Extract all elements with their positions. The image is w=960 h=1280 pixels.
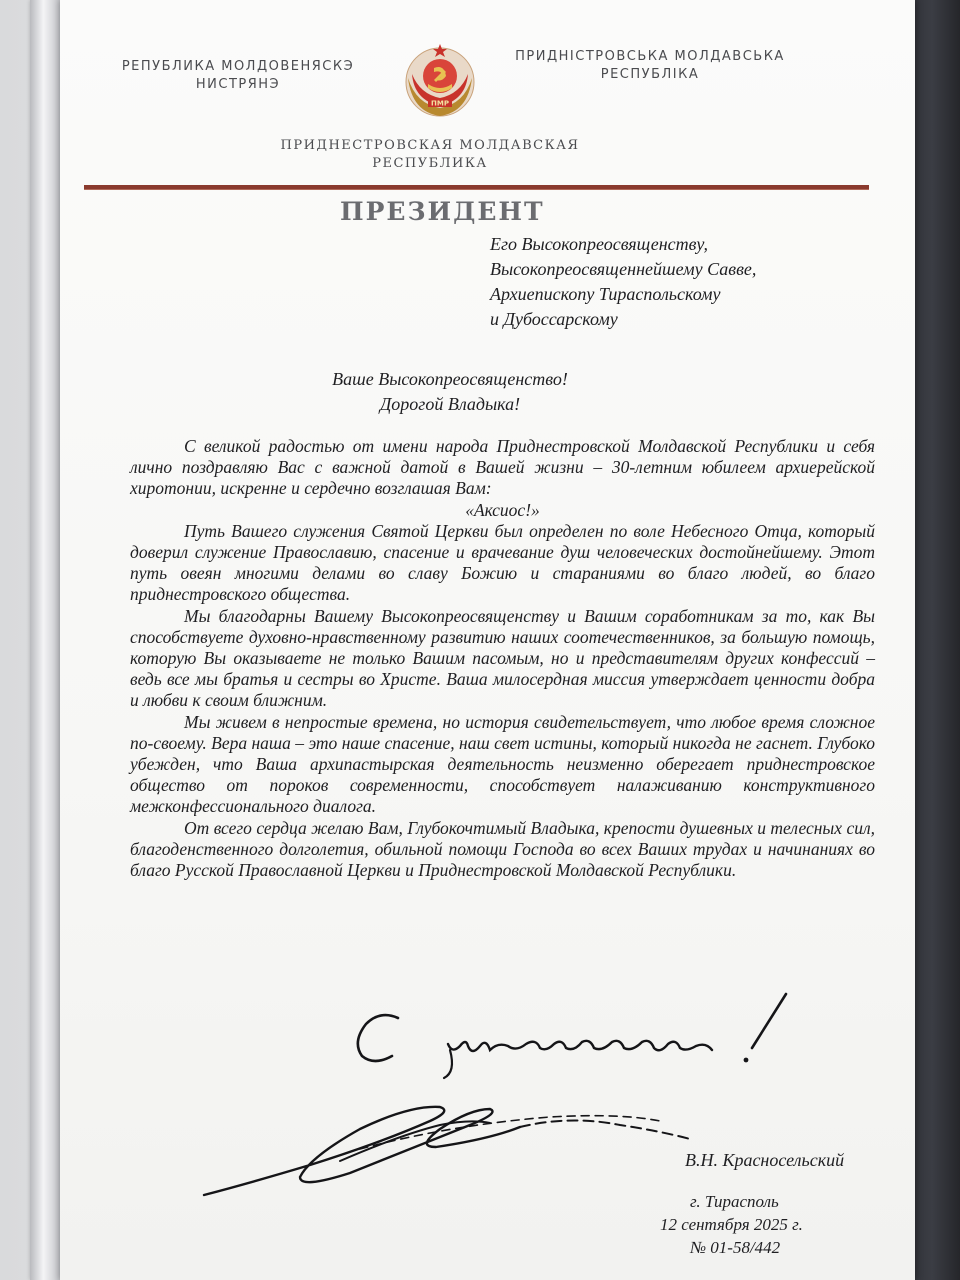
header-ukrainian (515, 48, 785, 84)
body-paragraph: Мы живем в непростые времена, но история свидетельствует, что любое время сложное по-своему. Вера наша – это наше спасение, наш свет истины, который никогда не гаснет. Глубоко убежден, что Ваша архипастырская деятельность неизменно оберегает приднестровское общество от пороков современности, способствует налаживанию конструктивного межконфессионального диалога. (130, 711, 875, 817)
place-date-block (660, 1190, 870, 1259)
header-moldovan (118, 58, 358, 94)
letter-body (130, 436, 875, 881)
header-russian (280, 137, 580, 173)
date-line: 12 сентября 2025 г. (660, 1215, 803, 1234)
header-russian-line1: ПРИДНЕСТРОВСКАЯ МОЛДАВСКАЯ (280, 138, 580, 153)
addressee-line: Архиепископу Тираспольскому (490, 284, 721, 304)
addressee-line: и Дубоссарскому (490, 309, 618, 329)
document-number: № 01-58/442 (690, 1238, 781, 1257)
header-russian-line2: РЕСПУБЛИКА (372, 156, 488, 171)
body-paragraph: От всего сердца желаю Вам, Глубокочтимый Владыка, крепости душевных и телесных сил, благоденственного долголетия, обильной помощи Господа во всех Ваших трудах и начинаниях во благо Русской Православной Церкви и Приднестровской Молдавской Республики. (130, 817, 875, 881)
addressee-line: Высокопреосвященнейшему Савве, (490, 259, 757, 279)
body-paragraph: Мы благодарны Вашему Высокопреосвященству и Вашим соработникам за то, как Вы способствуете духовно-нравственному развитию наших соотечественников, за большую помощь, которую Вы оказываете не только Вашим пасомым, но и представителям других конфессий – ведь все мы братья и сестры во Христе. Ваша милосердная миссия утверждает ценности добра и любви к своим ближним. (130, 605, 875, 711)
silver-ribbon (30, 0, 60, 1280)
state-emblem (398, 38, 482, 122)
signer-name: В.Н. Красносельский (685, 1150, 845, 1170)
body-paragraph: С великой радостью от имени народа Приднестровской Молдавской Республики и себя лично поздравляю Вас с важной датой в Вашей жизни – 30-летним юбилеем архиерейской хиротонии, искренне и сердечно возглашая Вам: (130, 436, 875, 499)
signature (190, 1085, 730, 1215)
salutation-line: Дорогой Владыка! (379, 394, 521, 414)
letter-title: ПРЕЗИДЕНТ (340, 197, 545, 226)
body-paragraph: Путь Вашего служения Святой Церкви был определен по воле Небесного Отца, который доверил служение Православию, спасение и врачевание душ человеческих достойнейшему. Этот путь овеян многими делами во славу Божию и стараниями во благо людей, во благо приднестровского общества. (130, 520, 875, 605)
emblem-label: ПМР (431, 99, 449, 108)
body-exclamation: «Аксиос!» (465, 499, 540, 520)
header-moldovan-line2: НИСТРЯНЭ (195, 77, 281, 92)
addressee-line: Его Высокопреосвященству, (490, 234, 709, 254)
salutation-line: Ваше Высокопреосвященство! (332, 369, 568, 389)
addressee-block (490, 232, 850, 332)
header-divider (84, 185, 869, 190)
header-ukrainian-line2: РЕСПУБЛІКА (600, 67, 700, 82)
salutation (280, 367, 620, 417)
header-moldovan-line1: РЕПУБЛИКА МОЛДОВЕНЯСКЭ (121, 59, 355, 74)
place-line: г. Тирасполь (690, 1192, 779, 1211)
handwritten-closing (340, 990, 800, 1080)
header-ukrainian-line1: ПРИДНІСТРОВСЬКА МОЛДАВСЬКА (515, 49, 785, 64)
